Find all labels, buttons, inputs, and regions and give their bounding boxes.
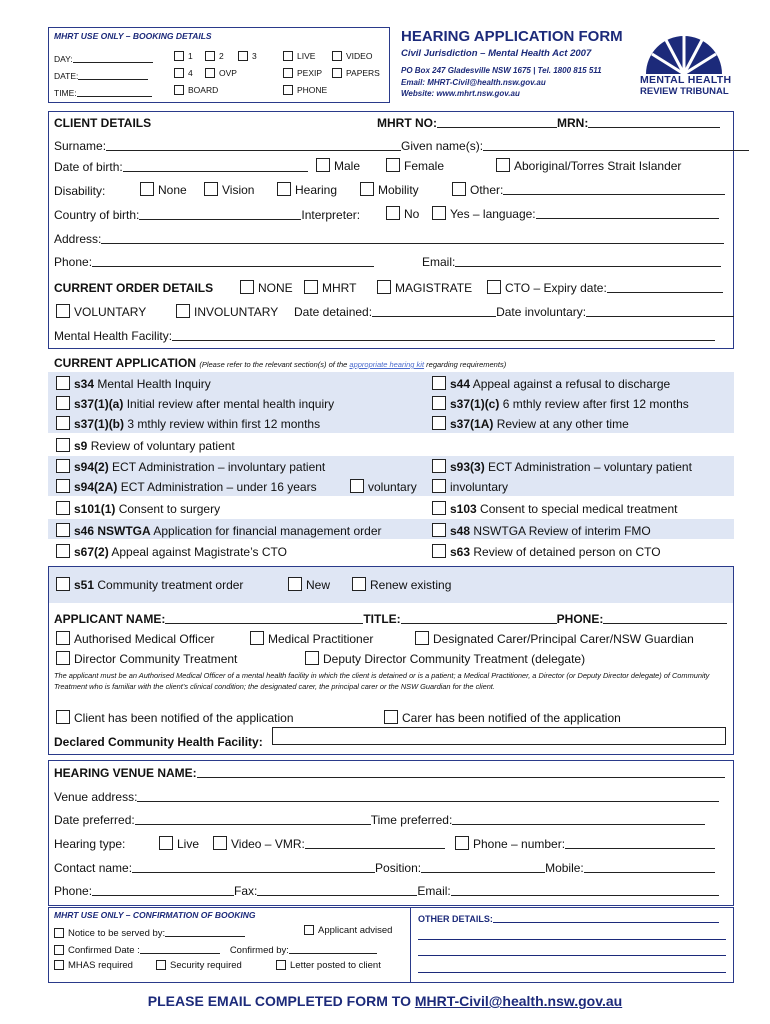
contact-name-field[interactable]: Contact name: Position: Mobile: [54, 861, 715, 875]
section-code: s67(2) [74, 545, 109, 559]
client-notified-checkbox[interactable]: Client has been notified of the application [56, 710, 294, 725]
checkbox[interactable] [56, 523, 70, 537]
right-item[interactable] [432, 396, 689, 411]
s51-renew[interactable]: Renew existing [352, 577, 451, 592]
address-field[interactable]: Address: [54, 232, 724, 246]
booking-opt-board[interactable]: BOARD [174, 85, 218, 95]
logo-text-1: MENTAL HEALTH [640, 74, 732, 86]
email-field[interactable]: Email: [422, 255, 721, 269]
section-text: Appeal against Magistrate’s CTO [108, 545, 288, 559]
applicant-dct[interactable]: Director Community Treatment [56, 651, 237, 666]
checkbox[interactable] [56, 501, 70, 515]
section-code: s63 [450, 545, 471, 559]
booking-date: DATE: [54, 68, 148, 81]
section-code: s103 [450, 502, 477, 516]
hearing-kit-link[interactable]: appropriate hearing kit [349, 360, 425, 369]
other-details-field[interactable]: OTHER DETAILS: [418, 911, 719, 924]
checkbox[interactable] [432, 376, 446, 390]
booking-opt-3[interactable]: 3 [238, 51, 257, 61]
applicant-note: The applicant must be an Authorised Medical Officer of a mental health facility in which the client is detained or is a patient; a Medical Practitioner, a Director (or Deputy Director delegate) of Community Treatment who is familiar with the client’s clinical condition; the designated carer, the principal carer or the NSW Guardian for the client. [54, 671, 710, 691]
checkbox[interactable] [432, 416, 446, 430]
section-text: Review of detained person on CTO [470, 545, 661, 559]
s94-voluntary-checkbox[interactable]: voluntary [350, 479, 417, 494]
left-item[interactable] [56, 438, 235, 453]
form-address: PO Box 247 Gladesville NSW 1675 | Tel. 1800 815 511 [401, 66, 602, 75]
section-code: s94(2A) [74, 480, 118, 494]
checkbox[interactable] [56, 544, 70, 558]
section-text: NSWTGA Review of interim FMO [470, 524, 651, 538]
section-text: Mental Health Inquiry [94, 377, 211, 391]
letter-posted[interactable]: Letter posted to client [276, 960, 381, 971]
left-item[interactable] [56, 459, 325, 474]
applicant-ddct[interactable]: Deputy Director Community Treatment (delegate) [305, 651, 585, 666]
declared-facility-label: Declared Community Health Facility: [54, 735, 263, 749]
confirm-divider [410, 907, 411, 983]
section-code: s37(1)(a) [74, 397, 124, 411]
footer-email-link[interactable]: MHRT-Civil@health.nsw.gov.au [414, 993, 623, 1009]
order-cto[interactable]: CTO – Expiry date: [487, 280, 723, 295]
mhrt-no-field[interactable]: MHRT NO: MRN: [377, 116, 720, 130]
disability-none[interactable]: None [140, 182, 187, 197]
mhas-required[interactable]: MHAS required [54, 960, 133, 971]
female-checkbox[interactable]: Female [386, 158, 444, 173]
dob-field[interactable]: Date of birth: [54, 160, 308, 174]
order-magistrate[interactable]: MAGISTRATE [377, 280, 472, 295]
s51-checkbox[interactable]: s51 Community treatment order [56, 577, 243, 592]
section-text: Initial review after mental health inquiry [123, 397, 335, 411]
country-field[interactable]: Country of birth: Interpreter: [54, 208, 361, 222]
right-item[interactable] [432, 459, 692, 474]
section-code: s101(1) [74, 502, 116, 516]
booking-phone[interactable]: PHONE [283, 85, 327, 95]
section-text: Review at any other time [493, 417, 629, 431]
hearing-live[interactable]: Live [159, 836, 199, 851]
booking-opt-4[interactable]: 4 [174, 68, 193, 78]
booking-opt-2[interactable]: 2 [205, 51, 224, 61]
checkbox[interactable] [56, 479, 70, 493]
left-item[interactable] [56, 416, 320, 431]
form-title: HEARING APPLICATION FORM [401, 28, 623, 45]
section-code: s9 [74, 439, 88, 453]
left-item[interactable] [56, 396, 334, 411]
phone-field[interactable]: Phone: [54, 255, 374, 269]
interpreter-yes[interactable]: Yes – language: [432, 206, 719, 221]
applicant-advised[interactable]: Applicant advised [304, 925, 392, 936]
right-item[interactable] [432, 416, 629, 431]
order-mhrt[interactable]: MHRT [304, 280, 356, 295]
applicant-name-field[interactable]: APPLICANT NAME: TITLE: PHONE: [54, 612, 727, 626]
date-detained-field[interactable]: Date detained: Date involuntary: [294, 305, 734, 319]
form-email: Email: MHRT-Civil@health.nsw.gov.au [401, 78, 546, 87]
s51-new[interactable]: New [288, 577, 330, 592]
section-text: ECT Administration – involuntary patient [108, 460, 326, 474]
tribunal-logo-icon [638, 30, 730, 76]
section-text: 6 mthly review after first 12 months [499, 397, 689, 411]
section-text: involuntary [450, 480, 509, 494]
declared-facility-input[interactable] [272, 727, 726, 745]
application-heading: CURRENT APPLICATION (Please refer to the relevant section(s) of the appropriate hearing kit regarding requirements) [54, 356, 507, 370]
section-text: ECT Administration – under 16 years [117, 480, 317, 494]
section-text: Consent to special medical treatment [476, 502, 678, 516]
hearing-type-label: Hearing type: [54, 837, 126, 851]
hearing-video[interactable]: Video – VMR: [213, 836, 445, 851]
right-item[interactable] [432, 523, 651, 538]
male-checkbox[interactable]: Male [316, 158, 360, 173]
left-item[interactable] [56, 479, 317, 494]
order-voluntary[interactable]: VOLUNTARY [56, 304, 146, 319]
disability-mobility[interactable]: Mobility [360, 182, 419, 197]
booking-live[interactable]: LIVE [283, 51, 315, 61]
checkbox[interactable] [56, 459, 70, 473]
left-item[interactable] [56, 544, 287, 559]
venue-address-field[interactable]: Venue address: [54, 790, 719, 804]
disability-hearing[interactable]: Hearing [277, 182, 337, 197]
booking-video[interactable]: VIDEO [332, 51, 372, 61]
checkbox[interactable] [56, 376, 70, 390]
section-code: s48 [450, 524, 471, 538]
booking-heading: MHRT USE ONLY – BOOKING DETAILS [54, 31, 212, 41]
interpreter-no[interactable]: No [386, 206, 419, 221]
checkbox[interactable] [432, 523, 446, 537]
date-preferred-field[interactable]: Date preferred: Time preferred: [54, 813, 705, 827]
applicant-carer[interactable]: Designated Carer/Principal Carer/NSW Guardian [415, 631, 694, 646]
section-text: Review of voluntary patient [87, 439, 235, 453]
section-code: s37(1A) [450, 417, 494, 431]
facility-field[interactable]: Mental Health Facility: [54, 329, 715, 343]
section-text: Appeal against a refusal to discharge [470, 377, 671, 391]
disability-label: Disability: [54, 184, 106, 198]
order-heading: CURRENT ORDER DETAILS [54, 281, 214, 295]
section-code: s93(3) [450, 460, 485, 474]
checkbox[interactable] [432, 544, 446, 558]
order-involuntary[interactable]: INVOLUNTARY [176, 304, 278, 319]
other-details-line-3[interactable] [418, 972, 726, 973]
section-text: 3 mthly review within first 12 months [124, 417, 321, 431]
right-item[interactable] [432, 479, 508, 494]
booking-papers[interactable]: PAPERS [332, 68, 380, 78]
checkbox[interactable] [432, 501, 446, 515]
other-details-line-2[interactable] [418, 955, 726, 956]
section-code: s44 [450, 377, 471, 391]
form-subtitle: Civil Jurisdiction – Mental Health Act 2007 [401, 48, 592, 59]
notice-served-field[interactable]: Notice to be served by: [54, 925, 245, 939]
surname-field[interactable]: Surname: Given name(s): [54, 139, 749, 153]
carer-notified-checkbox[interactable]: Carer has been notified of the application [384, 710, 621, 725]
applicant-mp[interactable]: Medical Practitioner [250, 631, 373, 646]
checkbox[interactable] [432, 459, 446, 473]
left-item[interactable] [56, 376, 211, 391]
section-text: Consent to surgery [115, 502, 221, 516]
section-text: Application for financial management order [150, 524, 382, 538]
disability-vision[interactable]: Vision [204, 182, 254, 197]
booking-day: DAY: [54, 51, 153, 64]
right-item[interactable] [432, 376, 670, 391]
venue-phone-field[interactable]: Phone: Fax: Email: [54, 884, 719, 898]
section-code: s46 NSWTGA [74, 524, 151, 538]
left-item[interactable] [56, 501, 220, 516]
left-item[interactable] [56, 523, 382, 538]
section-code: s37(1)(b) [74, 417, 125, 431]
confirmed-date-field[interactable]: Confirmed Date : Confirmed by: [54, 942, 377, 956]
other-details-line-1[interactable] [418, 939, 726, 940]
booking-opt-1[interactable]: 1 [174, 51, 193, 61]
disability-other[interactable]: Other: [452, 182, 725, 197]
logo-text-2: REVIEW TRIBUNAL [640, 86, 729, 97]
footer-instruction: PLEASE EMAIL COMPLETED FORM TO MHRT-Civil@health.nsw.gov.au [147, 993, 623, 1009]
section-code: s34 [74, 377, 95, 391]
security-required[interactable]: Security required [156, 960, 242, 971]
checkbox[interactable] [432, 479, 446, 493]
right-item[interactable] [432, 544, 661, 559]
hearing-phone[interactable]: Phone – number: [455, 836, 715, 851]
section-code: s94(2) [74, 460, 109, 474]
checkbox[interactable] [432, 396, 446, 410]
atsi-checkbox[interactable]: Aboriginal/Torres Strait Islander [496, 158, 681, 173]
checkbox[interactable] [56, 438, 70, 452]
venue-name-field[interactable]: HEARING VENUE NAME: [54, 766, 725, 780]
checkbox[interactable] [56, 396, 70, 410]
section-text: ECT Administration – voluntary patient [484, 460, 692, 474]
applicant-ama[interactable]: Authorised Medical Officer [56, 631, 215, 646]
booking-pexip[interactable]: PEXIP [283, 68, 322, 78]
checkbox[interactable] [56, 416, 70, 430]
booking-time: TIME: [54, 85, 152, 98]
confirm-heading: MHRT USE ONLY – CONFIRMATION OF BOOKING [54, 910, 256, 920]
section-code: s37(1)(c) [450, 397, 500, 411]
client-heading: CLIENT DETAILS [54, 116, 152, 130]
form-website: Website: www.mhrt.nsw.gov.au [401, 89, 520, 98]
booking-opt-ovp[interactable]: OVP [205, 68, 237, 78]
right-item[interactable] [432, 501, 677, 516]
order-none[interactable]: NONE [240, 280, 293, 295]
